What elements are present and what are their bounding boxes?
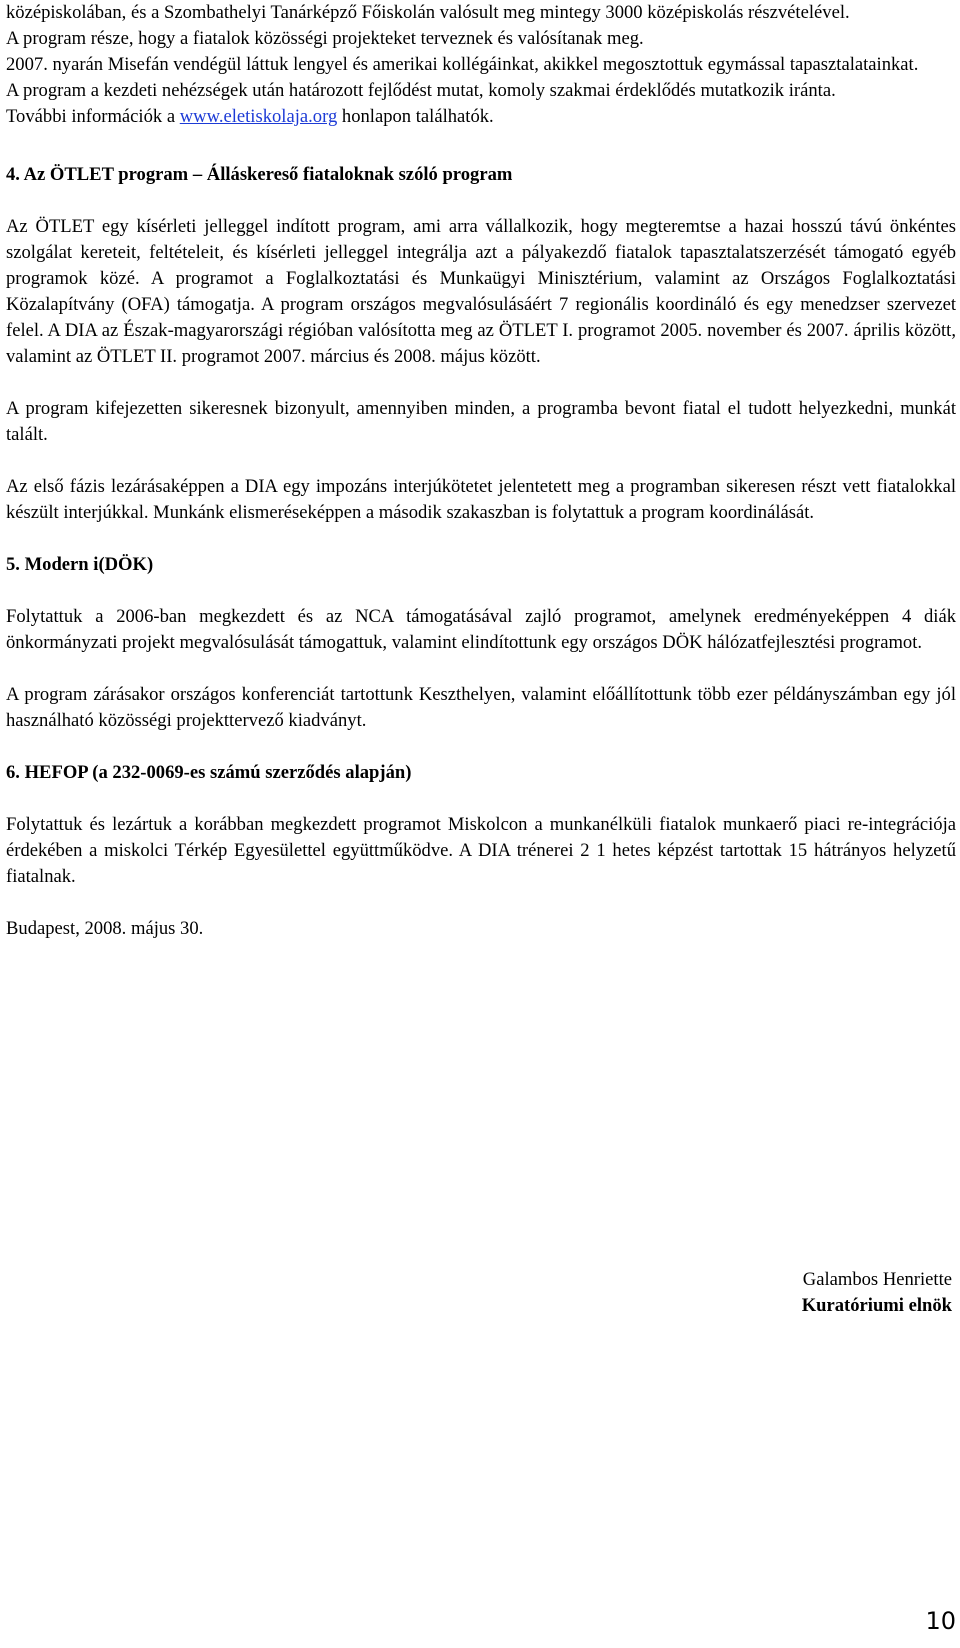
intro-section bbox=[6, 0, 956, 130]
section-4-paragraph-1: Az ÖTLET egy kísérleti jelleggel indított program, ami arra vállalkozik, hogy megteremtse a hazai hosszú távú önkéntes szolgálat kereteit, feltételeit, és kísérleti jelleggel integrálja azt a pályakezdő fiatalok tapasztalatszerzését támogató egyéb programok közé. A programot a Foglalkoztatási és Munkaügyi Minisztérium, valamint az Országos Foglalkoztatási Közalapítvány (OFA) támogatja. A program országos megvalósulásáért 7 regionális koordináló és egy menedzser szervezet felel. A DIA az Észak-magyarországi régióban valósította meg az ÖTLET I. programot 2005. november és 2007. április között, valamint az ÖTLET II. programot 2007. március és 2008. május között. bbox=[6, 216, 956, 367]
section-4-paragraph-3: Az első fázis lezárásaképpen a DIA egy impozáns interjúkötetet jelentetett meg a programban sikeresen részt vett fiatalokkal készült interjúkkal. Munkánk elismeréseképpen a második szakaszban is folytattuk a program koordinálását. bbox=[6, 476, 956, 523]
signer-name: Galambos Henriette bbox=[802, 1269, 952, 1290]
intro-line-development: A program a kezdeti nehézségek után határozott fejlődést mutat, komoly szakmai érdeklődés mutatkozik iránta. bbox=[6, 80, 836, 101]
section-4-paragraph-2: A program kifejezetten sikeresnek bizonyult, amennyiben minden, a programba bevont fiatal el tudott helyezkedni, munkát talált. bbox=[6, 398, 956, 445]
info-text-after: honlapon találhatók. bbox=[337, 106, 494, 127]
section-modern-idok bbox=[6, 552, 956, 734]
section-otlet bbox=[6, 162, 956, 526]
section-4-heading: 4. Az ÖTLET program – Álláskereső fiataloknak szóló program bbox=[6, 164, 513, 185]
section-5-paragraph-2: A program zárásakor országos konferenciát tartottunk Keszthelyen, valamint előállítottunk több ezer példányszámban egy jól használható közösségi projekttervező kiadványt. bbox=[6, 684, 956, 731]
page-number: 10 bbox=[925, 1607, 956, 1635]
section-hefop bbox=[6, 760, 956, 890]
section-6-heading: 6. HEFOP (a 232-0069-es számú szerződés alapján) bbox=[6, 762, 412, 783]
intro-line-projects: A program része, hogy a fiatalok közösségi projekteket terveznek és valósítanak meg. bbox=[6, 28, 644, 49]
section-5-paragraph-1: Folytattuk a 2006-ban megkezdett és az NCA támogatásával zajló programot, amelynek eredményeképpen 4 diák önkormányzati projekt megvalósulását támogattuk, valamint elindítottunk egy országos DÖK hálózatfejlesztési programot. bbox=[6, 606, 956, 653]
place-and-date: Budapest, 2008. május 30. bbox=[6, 918, 204, 939]
intro-line-participation: középiskolában, és a Szombathelyi Tanárképző Főiskolán valósult meg mintegy 3000 középiskolás részvételével. bbox=[6, 2, 850, 23]
info-text-before: További információk a bbox=[6, 106, 180, 127]
website-link[interactable]: www.eletiskolaja.org bbox=[179, 106, 338, 127]
intro-line-misefa: 2007. nyarán Misefán vendégül láttuk lengyel és amerikai kollégáinkat, akikkel megosztottuk egymással tapasztalatainkat. bbox=[6, 54, 919, 75]
intro-line-info bbox=[6, 104, 956, 130]
signer-role: Kuratóriumi elnök bbox=[801, 1295, 952, 1316]
section-6-paragraph-1: Folytattuk és lezártuk a korábban megkezdett programot Miskolcon a munkanélküli fiatalok munkaerő piaci re-integrációja érdekében a miskolci Térkép Egyesülettel együttműködve. A DIA trénerei 2 1 hetes képzést tartottak 15 hátrányos helyzetű fiatalnak. bbox=[6, 814, 956, 887]
section-5-heading: 5. Modern i(DÖK) bbox=[6, 554, 154, 575]
signature-block bbox=[802, 1267, 952, 1319]
document-page bbox=[6, 0, 956, 942]
